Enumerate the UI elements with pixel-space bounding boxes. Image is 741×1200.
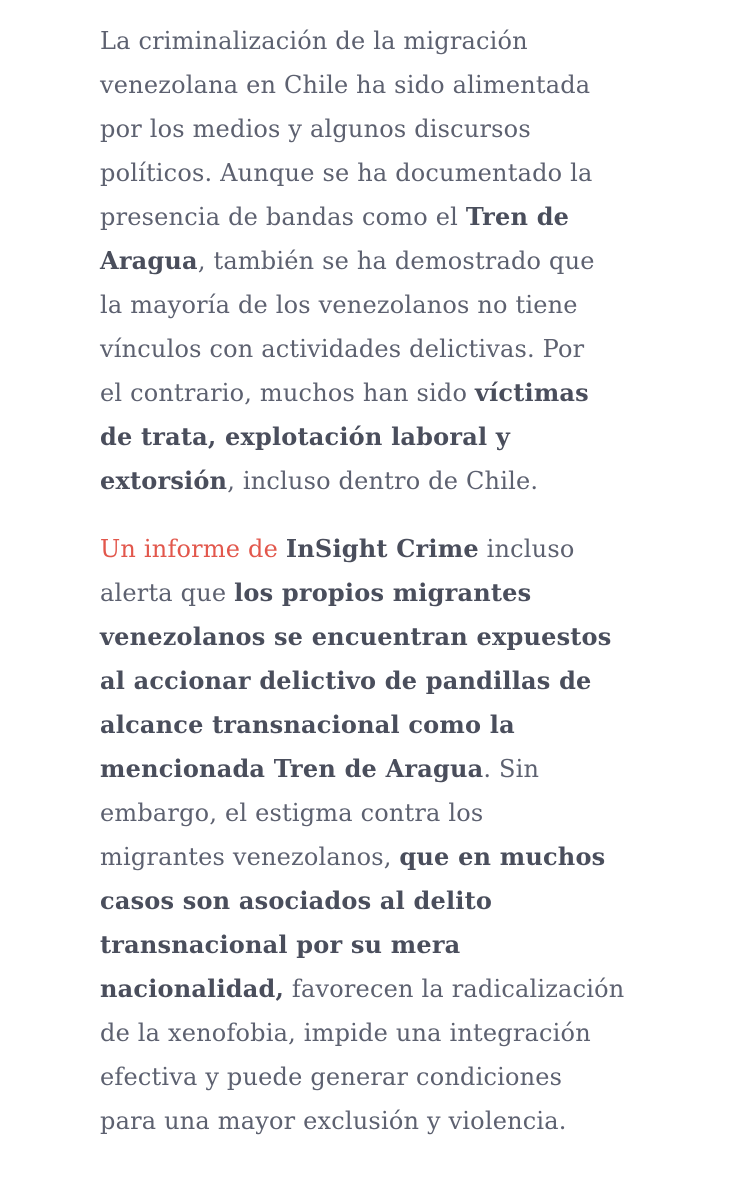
p2-line-1 [100, 527, 660, 571]
bold-casos-asociados: casos son asociados al delito [100, 886, 493, 915]
article-body [100, 19, 660, 1143]
p1-line-7: la mayoría de los venezolanos no tiene [100, 291, 578, 319]
bold-extorsion: extorsión [100, 466, 228, 495]
p2-line-8-text: migrantes venezolanos, [100, 843, 400, 871]
p2-line-12: de la xenofobia, impide una integración [100, 1019, 591, 1047]
p2-line-6 [100, 747, 660, 791]
p1-line-3: por los medios y algunos discursos [100, 115, 531, 143]
p2-line-10 [100, 923, 660, 967]
p2-line-2-text: alerta que [100, 579, 235, 607]
bold-propios-migrantes: los propios migrantes [234, 578, 532, 607]
p2-line-11 [100, 967, 660, 1011]
bold-que-en-muchos: que en muchos [399, 842, 606, 871]
p2-line-4 [100, 659, 660, 703]
paragraph-1 [100, 19, 660, 503]
p2-line-13: efectiva y puede generar condiciones [100, 1063, 563, 1091]
p2-line-3 [100, 615, 660, 659]
p2-line-6-text: . Sin [483, 755, 540, 783]
bold-alcance-transnacional: alcance transnacional como la [100, 710, 515, 739]
bold-insight-crime: InSight Crime [285, 534, 479, 563]
p1-line-11 [100, 459, 660, 503]
paragraph-2 [100, 527, 660, 1143]
p2-line-7: embargo, el estigma contra los [100, 799, 484, 827]
informe-link[interactable]: Un informe de [100, 535, 279, 563]
p1-line-5 [100, 195, 660, 239]
p2-line-14: para una mayor exclusión y violencia. [100, 1107, 567, 1135]
bold-nacionalidad: nacionalidad, [100, 974, 285, 1003]
p1-line-11-text: , incluso dentro de Chile. [227, 467, 539, 495]
p1-line-4: políticos. Aunque se ha documentado la [100, 159, 593, 187]
p1-line-9-text: el contrario, muchos han sido [100, 379, 475, 407]
bold-mencionada-tren: mencionada Tren de Aragua [100, 754, 484, 783]
p2-line-1-space [278, 535, 286, 563]
bold-transnacional-mera: transnacional por su mera [100, 930, 461, 959]
p1-line-2: venezolana en Chile ha sido alimentada [100, 71, 591, 99]
p1-line-6 [100, 239, 660, 283]
p1-line-10 [100, 415, 660, 459]
p2-line-8 [100, 835, 660, 879]
bold-trata-explotacion: de trata, explotación laboral y [100, 422, 510, 451]
bold-victimas: víctimas [474, 378, 589, 407]
p2-line-5 [100, 703, 660, 747]
bold-tren-de: Tren de [465, 202, 570, 231]
p2-line-9 [100, 879, 660, 923]
bold-aragua: Aragua [100, 246, 198, 275]
p2-line-11-text: favorecen la radicalización [284, 975, 625, 1003]
p1-line-9 [100, 371, 660, 415]
p2-line-2 [100, 571, 660, 615]
p1-line-6-text: , también se ha demostrado que [197, 247, 595, 275]
bold-venezolanos-expuestos: venezolanos se encuentran expuestos [100, 622, 612, 651]
p1-line-1: La criminalización de la migración [100, 27, 528, 55]
bold-accionar-delictivo: al accionar delictivo de pandillas de [100, 666, 592, 695]
p2-line-1-text: incluso [478, 535, 575, 563]
p1-line-5-text: presencia de bandas como el [100, 203, 466, 231]
p1-line-8: vínculos con actividades delictivas. Por [100, 335, 585, 363]
